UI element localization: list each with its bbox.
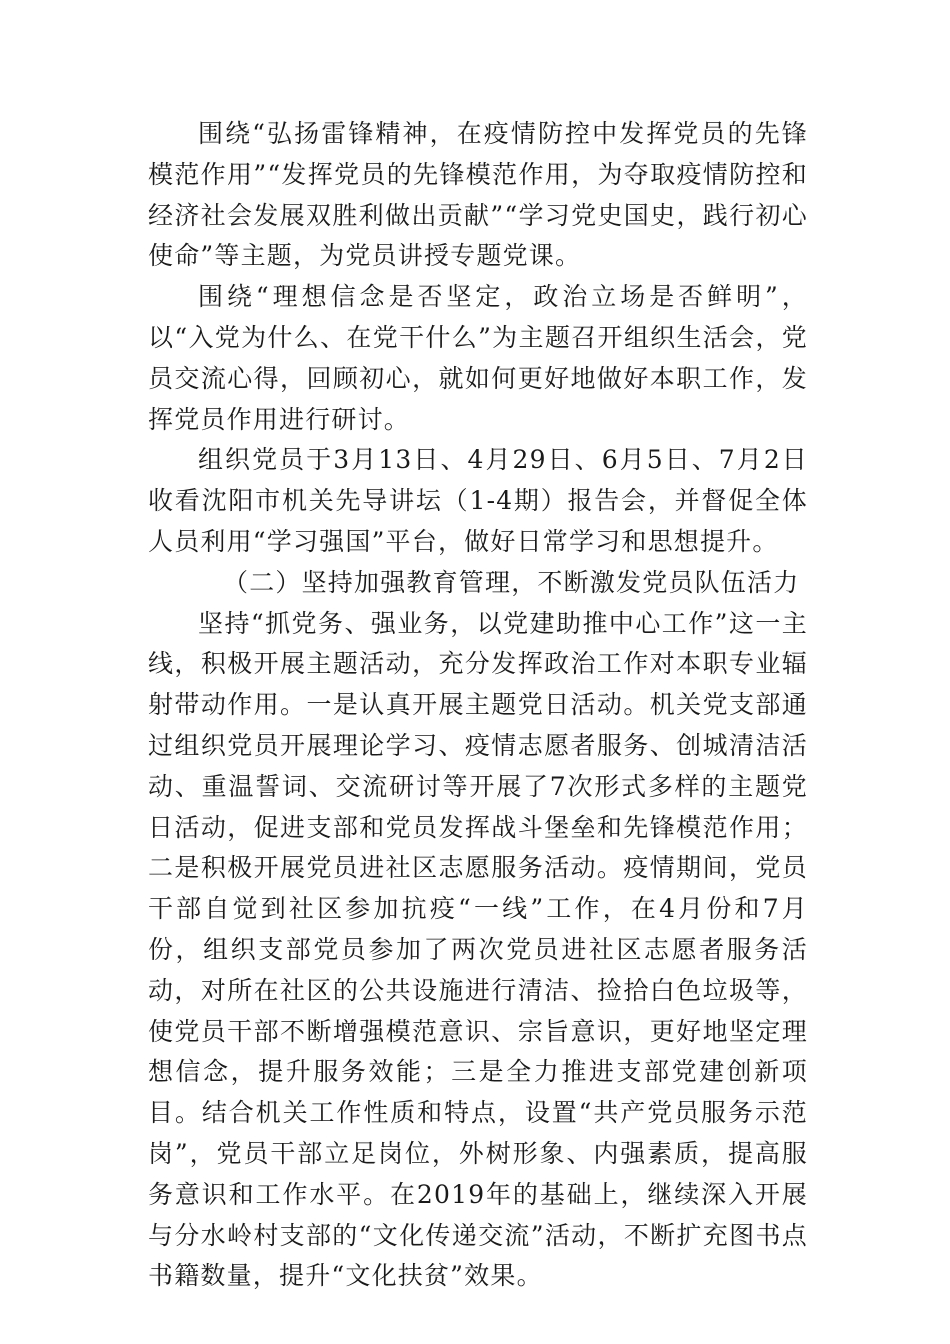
paragraph-theme-activities: 坚持“抓党务、强业务，以党建助推中心工作”这一主线，积极开展主题活动，充分发挥政治工作对本职专业辐射带动作用。一是认真开展主题党日活动。机关党支部通过组织党员开展理论学习、疫情志愿者服务、创城清洁活动、重温誓词、交流研讨等开展了7次形式多样的主题党日活动，促进支部和党员发挥战斗堡垒和先锋模范作用；二是积极开展党员进社区志愿服务活动。疫情期间，党员干部自觉到社区参加抗疫“一线”工作，在4月份和7月份，组织支部党员参加了两次党员进社区志愿者服务活动，对所在社区的公共设施进行清洁、捡拾白色垃圾等，使党员干部不断增强模范意识、宗旨意识，更好地坚定理想信念，提升服务效能；三是全力推进支部党建创新项目。结合机关工作性质和特点，设置“共产党员服务示范岗”，党员干部立足岗位，外树形象、内强素质，提高服务意识和工作水平。在2019年的基础上，继续深入开展与分水岭村支部的“文化传递交流”活动，不断扩充图书点书籍数量，提升“文化扶贫”效果。 bbox=[148, 608, 808, 1291]
section-heading: （二）坚持加强教育管理，不断激发党员队伍活力 bbox=[223, 567, 800, 597]
paragraph-party-lectures: 围绕“弘扬雷锋精神，在疫情防控中发挥党员的先锋模范作用”“发挥党员的先锋模范作用，为夺取疫情防控和经济社会发展双胜利做出贡献”“学习党史国史，践行初心使命”等主题，为党员讲授专题党课。 bbox=[148, 119, 808, 271]
paragraph-organization-life-meeting: 围绕“理想信念是否坚定，政治立场是否鲜明”，以“入党为什么、在党干什么”为主题召开组织生活会，党员交流心得，回顾初心，就如何更好地做好本职工作，发挥党员作用进行研讨。 bbox=[148, 282, 808, 434]
paragraph-lecture-viewing: 组织党员于3月13日、4月29日、6月5日、7月2日收看沈阳市机关先导讲坛（1-4期）报告会，并督促全体人员利用“学习强国”平台，做好日常学习和思想提升。 bbox=[148, 445, 808, 556]
document-body bbox=[148, 114, 808, 1297]
